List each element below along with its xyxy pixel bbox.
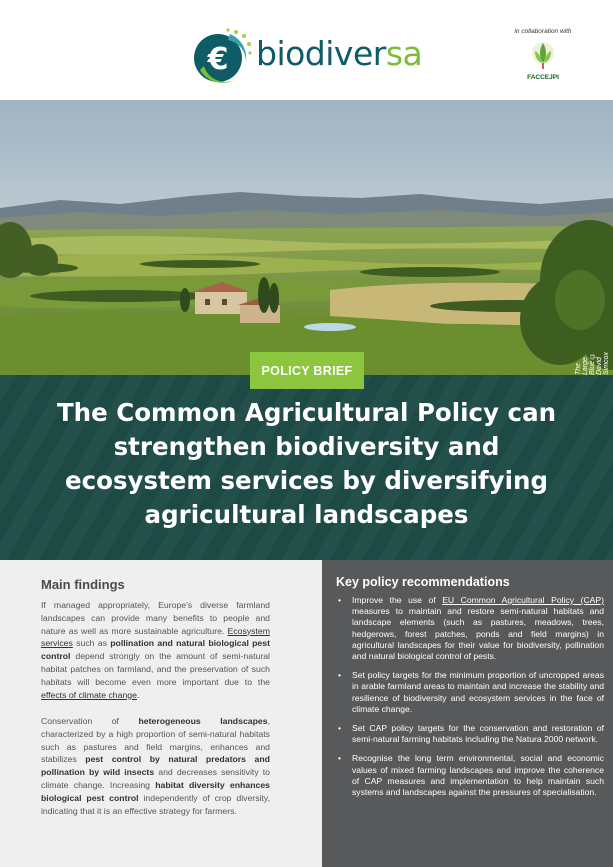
recommendations-heading: Key policy recommendations (336, 575, 510, 589)
recommendations-panel (322, 560, 613, 867)
climate-change-link[interactable]: effects of climate change (41, 689, 137, 700)
main-findings-panel (0, 560, 322, 867)
ecosystem-services-link[interactable]: Ecosystem services (41, 625, 270, 649)
collaboration-block (508, 28, 578, 88)
landscape-illustration (0, 100, 613, 375)
euro-swirl-icon (190, 26, 254, 88)
collaboration-label: in collaboration with (514, 28, 572, 35)
recommendations-list (336, 595, 604, 806)
main-findings-paragraph-2: Conservation of heterogeneous landscapes, characterized by a high proportion of semi-natural habitats such as pastures and field margins, enhances and stabilizes pest control by natural predators and pollination by wild insects and decreases sensitivity to climate change. Increasing habitat diversity enhances biological pest control independently of crop diversity, indicating that it is an effective strategy for farmers. (41, 716, 270, 816)
list-item: • Improve the use of EU Common Agricultural Policy (CAP) measures to maintain and restore semi-natural habitats and landscape elements (such as pastures, meadows, trees, hedgerows, forest patches, ponds and field margins) in agricultural landscapes for their value for biodiversity, pollination and natural biological control of pests. (336, 595, 604, 662)
list-item: • Set policy targets for the minimum proportion of uncropped areas in arable farmland areas to maintain and increase the stability and resilience of biodiversity and ecosystem services in the face of climate change. (336, 670, 604, 715)
page-title: The Common Agricultural Policy can strengthen biodiversity and ecosystem services by diversifying agricultural landscapes (56, 398, 557, 529)
photo-credit: The Large Blue © David Simcox (575, 352, 610, 375)
list-item: • Recognise the long term environmental, social and economic values of mixed farming landscapes and improve the coherence of CAP measures and implementation to help maintain such systems and landscapes against the pressures of specialisation. (336, 753, 604, 798)
faccejpi-logo[interactable] (524, 39, 562, 83)
hero-landscape-photo (0, 100, 613, 375)
policy-brief-badge: POLICY BRIEF (250, 352, 364, 389)
main-findings-heading: Main findings (41, 577, 125, 592)
main-findings-paragraph-1: If managed appropriately, Europe's diverse farmland landscapes can provide many benefits to people and nature as well as more sustainable agriculture. Ecosystem services such as pollination and natural biological pest control depend strongly on the amount of semi-natural habitat patches on farmland, and the preservation of such habitats will become even more important due to the effects of climate change. (41, 600, 270, 700)
header (0, 0, 613, 100)
svg-text:FACCEJPI: FACCEJPI (527, 74, 559, 81)
list-item: • Set CAP policy targets for the conservation and restoration of semi-natural farming habitats including the Natura 2000 network. (336, 723, 604, 745)
eu-cap-link[interactable]: EU Common Agricultural Policy (CAP) (442, 595, 604, 605)
logo-wordmark: biodiversa (256, 34, 423, 73)
biodiversa-logo[interactable] (190, 26, 460, 88)
svg-text:€: € (207, 42, 229, 77)
